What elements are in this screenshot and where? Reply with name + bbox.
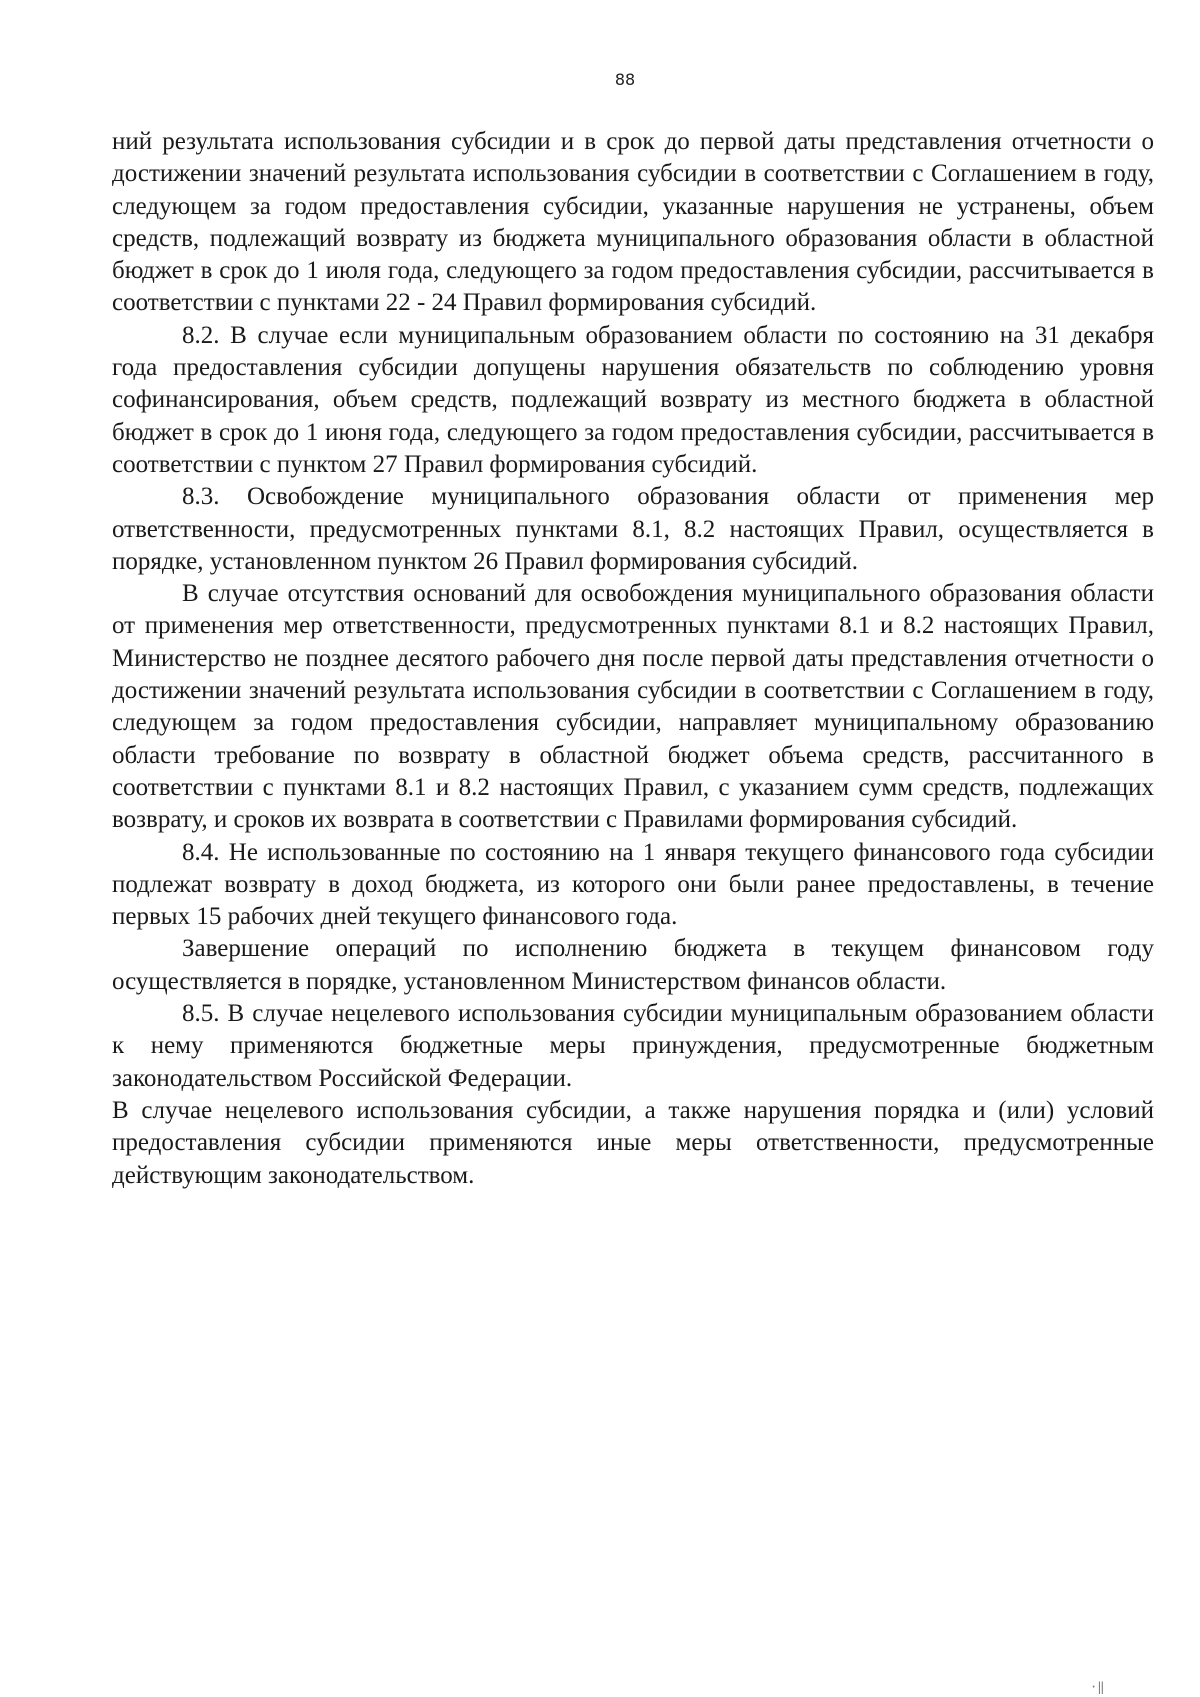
paragraph-8-4: 8.4. Не использованные по состоянию на 1 января текущего финансового года субсидии подлежат возврату в доход бюджета, из которого они были ранее предоставлены, в течение первых 15 рабочих дней текущего финансового года. <box>112 838 1154 931</box>
paragraph-other-measures: В случае нецелевого использования субсидии, а также нарушения порядка и (или) условий предоставления субсидии применяются иные меры ответственности, предусмотренные действующим законодательством. <box>112 1096 1154 1189</box>
page-number: 88 <box>614 70 636 89</box>
paragraph-budget-completion: Завершение операций по исполнению бюджета в текущем финансовом году осуществляется в порядке, установленном Министерством финансов области. <box>112 935 1154 995</box>
scan-artifact: ·‖ <box>1090 1680 1105 1694</box>
paragraph-8-5: 8.5. В случае нецелевого использования субсидии муниципальным образованием области к нему применяются бюджетные меры принуждения, предусмотренные бюджетным законодательством Российской Федерации. <box>112 1000 1154 1092</box>
paragraph-8-2: 8.2. В случае если муниципальным образованием области по состоянию на 31 декабря года предоставления субсидии допущены нарушения обязательств по соблюдению уровня софинансирования, объем средств, подлежащий возврату из местного бюджета в областной бюджет в срок до 1 июня года, следующего за годом предоставления субсидии, рассчитывается в соответствии с пунктом 27 Правил формирования субсидий. <box>112 321 1154 478</box>
paragraph-continuation: ний результата использования субсидии и в срок до первой даты представления отчетности о достижении значений результата использования субсидии в соответствии с Соглашением в году, следующем за годом предоставления субсидии, указанные нарушения не устранены, объем средств, подлежащий возврату из бюджета муниципального образования области в областной бюджет в срок до 1 июля года, следующего за годом предоставления субсидии, рассчитывается в соответствии с пунктами 22 - 24 Правил формирования субсидий. <box>112 128 1154 317</box>
paragraph-8-3: 8.3. Освобождение муниципального образования области от применения мер ответственности, предусмотренных пунктами 8.1, 8.2 настоящих Правил, осуществляется в порядке, установленном пунктом 26 Правил формирования субсидий. <box>112 483 1154 575</box>
paragraph-no-grounds: В случае отсутствия оснований для освобождения муниципального образования области от применения мер ответственности, предусмотренных пунктами 8.1 и 8.2 настоящих Правил, Министерство не позднее десятого рабочего дня после первой даты представления отчетности о достижении значений результата использования субсидии в соответствии с Соглашением в году, следующем за годом предоставления субсидии, направляет муниципальному образованию области требование по возврату в областной бюджет объема средств, рассчитанного в соответствии с пунктами 8.1 и 8.2 настоящих Правил, с указанием сумм средств, подлежащих возврату, и сроков их возврата в соответствии с Правилами формирования субсидий. <box>112 580 1154 834</box>
document-body <box>112 126 1154 1192</box>
